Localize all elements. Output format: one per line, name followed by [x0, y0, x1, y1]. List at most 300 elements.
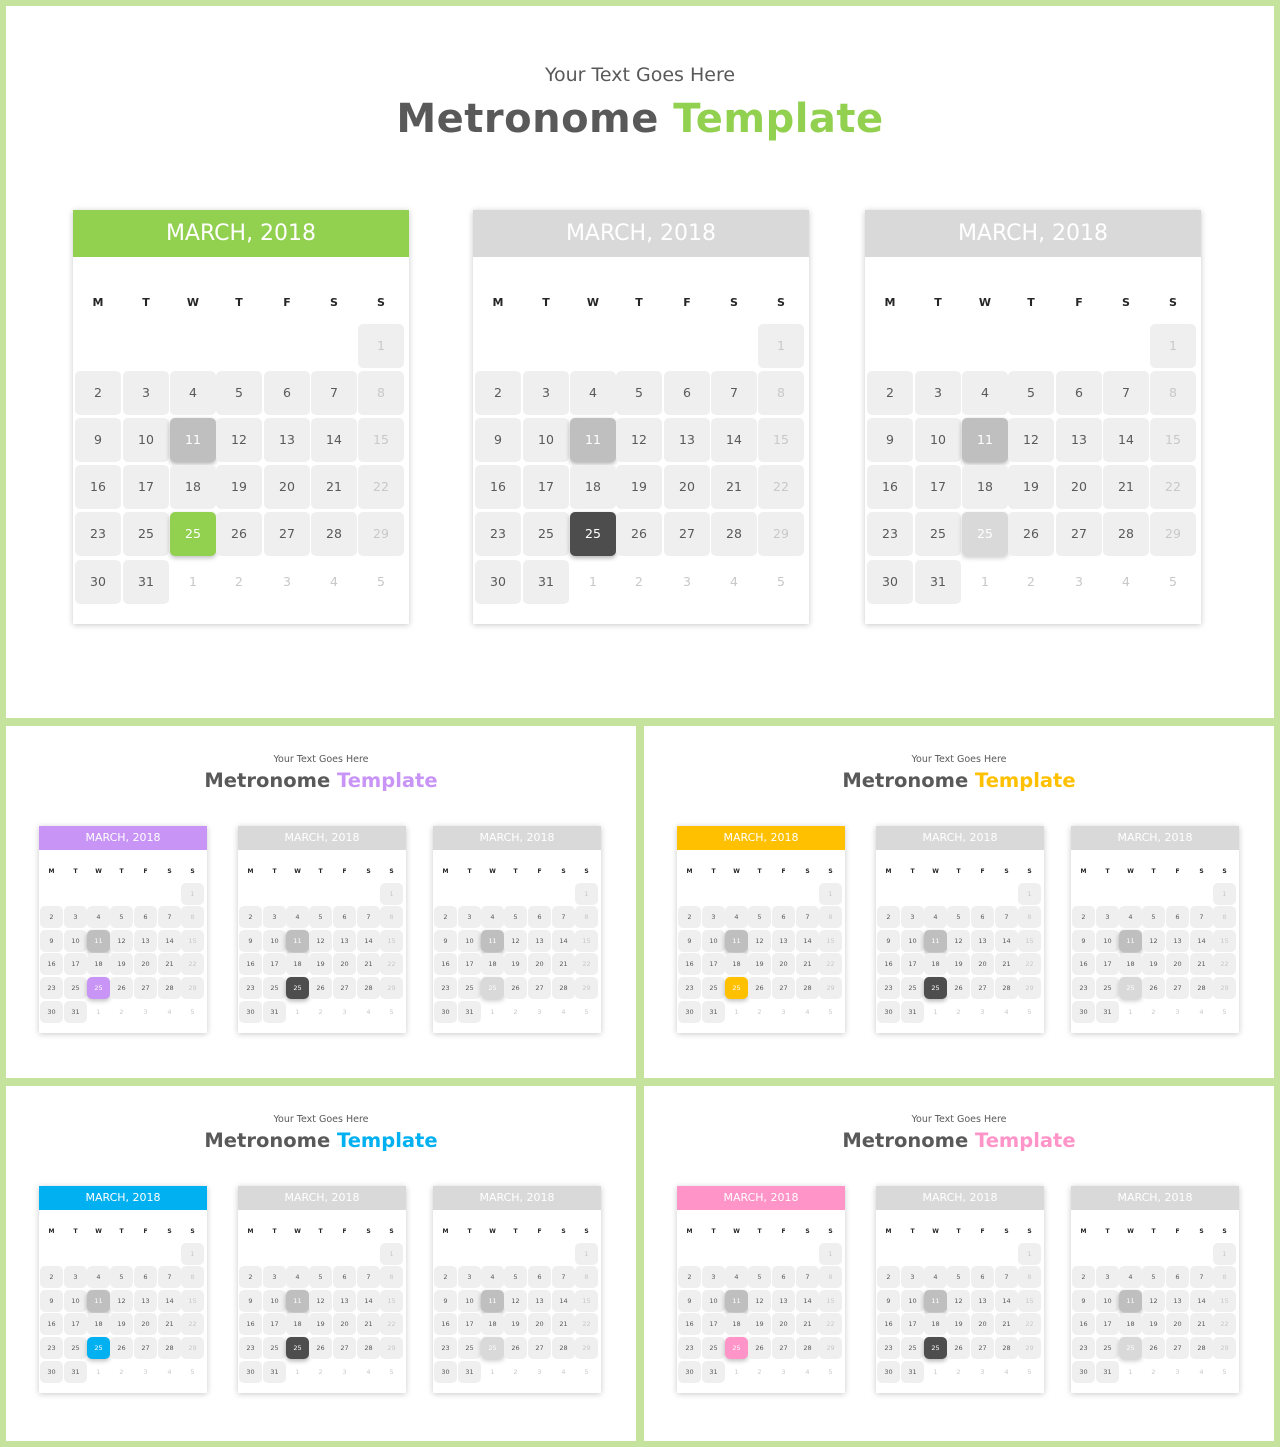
day-cell[interactable]: 21 — [552, 1313, 575, 1335]
day-cell[interactable]: 4 — [962, 371, 1008, 415]
day-cell[interactable]: 16 — [434, 1313, 457, 1335]
day-cell[interactable]: 29 — [575, 977, 598, 999]
day-cell[interactable]: 29 — [181, 977, 204, 999]
day-cell[interactable]: 22 — [575, 953, 598, 975]
day-cell[interactable]: 14 — [311, 418, 357, 462]
day-cell[interactable]: 4 — [924, 906, 947, 928]
day-cell[interactable]: 19 — [110, 1313, 133, 1335]
day-cell[interactable]: 1 — [933, 1008, 938, 1016]
day-cell[interactable]: 13 — [971, 1290, 994, 1312]
day-cell[interactable]: 17 — [702, 953, 725, 975]
day-cell[interactable]: 20 — [333, 1313, 356, 1335]
day-cell[interactable]: 15 — [380, 1290, 403, 1312]
day-cell[interactable]: 30 — [678, 1361, 701, 1383]
day-cell[interactable]: 1 — [295, 1008, 300, 1016]
day-cell[interactable]: 6 — [971, 1266, 994, 1288]
day-cell[interactable]: 5 — [1027, 1368, 1032, 1376]
day-cell[interactable]: 25 — [481, 1337, 504, 1359]
day-cell[interactable]: 18 — [170, 465, 216, 509]
day-cell[interactable]: 4 — [330, 574, 338, 589]
day-cell[interactable]: 17 — [1096, 953, 1119, 975]
day-cell[interactable]: 29 — [819, 977, 842, 999]
day-cell[interactable]: 18 — [87, 1313, 110, 1335]
day-cell[interactable]: 19 — [748, 953, 771, 975]
day-cell[interactable]: 5 — [110, 1266, 133, 1288]
day-cell[interactable]: 26 — [748, 1337, 771, 1359]
day-cell[interactable]: 12 — [1008, 418, 1054, 462]
day-cell[interactable]: 2 — [434, 1266, 457, 1288]
day-cell[interactable]: 2 — [1072, 906, 1095, 928]
day-cell[interactable]: 31 — [263, 1361, 286, 1383]
day-cell[interactable]: 5 — [947, 1266, 970, 1288]
day-cell[interactable]: 17 — [458, 1313, 481, 1335]
day-cell[interactable]: 2 — [119, 1368, 124, 1376]
day-cell[interactable]: 1 — [819, 1243, 842, 1265]
day-cell[interactable]: 31 — [901, 1361, 924, 1383]
day-cell[interactable]: 2 — [434, 906, 457, 928]
day-cell[interactable]: 4 — [286, 1266, 309, 1288]
day-cell[interactable]: 3 — [458, 1266, 481, 1288]
day-cell[interactable]: 11 — [481, 1290, 504, 1312]
day-cell[interactable]: 3 — [901, 1266, 924, 1288]
day-cell[interactable]: 6 — [264, 371, 310, 415]
day-cell[interactable]: 10 — [901, 930, 924, 952]
day-cell[interactable]: 23 — [475, 512, 521, 556]
day-cell[interactable]: 25 — [263, 977, 286, 999]
day-cell[interactable]: 11 — [286, 1290, 309, 1312]
day-cell[interactable]: 29 — [1213, 977, 1236, 999]
day-cell[interactable]: 25 — [64, 1337, 87, 1359]
day-cell[interactable]: 26 — [947, 977, 970, 999]
day-cell[interactable]: 9 — [1072, 930, 1095, 952]
day-cell[interactable]: 18 — [725, 1313, 748, 1335]
day-cell[interactable]: 3 — [702, 906, 725, 928]
day-cell[interactable]: 31 — [901, 1001, 924, 1023]
day-cell[interactable]: 31 — [64, 1001, 87, 1023]
day-cell[interactable]: 26 — [1008, 512, 1054, 556]
day-cell[interactable]: 5 — [947, 906, 970, 928]
day-cell[interactable]: 1 — [1213, 883, 1236, 905]
day-cell[interactable]: 25 — [87, 1337, 110, 1359]
day-cell[interactable]: 1 — [1128, 1368, 1133, 1376]
day-cell[interactable]: 15 — [358, 418, 404, 462]
day-cell[interactable]: 14 — [552, 930, 575, 952]
day-cell[interactable]: 25 — [170, 512, 216, 556]
day-cell[interactable]: 1 — [181, 1243, 204, 1265]
day-cell[interactable]: 4 — [1119, 906, 1142, 928]
day-cell[interactable]: 21 — [158, 1313, 181, 1335]
day-cell[interactable]: 11 — [286, 930, 309, 952]
day-cell[interactable]: 20 — [333, 953, 356, 975]
day-cell[interactable]: 27 — [264, 512, 310, 556]
day-cell[interactable]: 23 — [877, 1337, 900, 1359]
day-cell[interactable]: 28 — [1190, 977, 1213, 999]
day-cell[interactable]: 21 — [1190, 953, 1213, 975]
day-cell[interactable]: 2 — [475, 371, 521, 415]
day-cell[interactable]: 14 — [1190, 1290, 1213, 1312]
day-cell[interactable]: 6 — [664, 371, 710, 415]
day-cell[interactable]: 25 — [123, 512, 169, 556]
day-cell[interactable]: 5 — [389, 1368, 394, 1376]
day-cell[interactable]: 4 — [1119, 1266, 1142, 1288]
day-cell[interactable]: 4 — [805, 1368, 810, 1376]
day-cell[interactable]: 10 — [263, 1290, 286, 1312]
day-cell[interactable]: 23 — [1072, 1337, 1095, 1359]
day-cell[interactable]: 4 — [1199, 1368, 1204, 1376]
day-cell[interactable]: 1 — [758, 324, 804, 368]
day-cell[interactable]: 22 — [1213, 953, 1236, 975]
day-cell[interactable]: 21 — [158, 953, 181, 975]
day-cell[interactable]: 12 — [1142, 1290, 1165, 1312]
day-cell[interactable]: 3 — [980, 1368, 985, 1376]
day-cell[interactable]: 28 — [995, 977, 1018, 999]
day-cell[interactable]: 21 — [1190, 1313, 1213, 1335]
day-cell[interactable]: 5 — [190, 1008, 195, 1016]
day-cell[interactable]: 1 — [575, 883, 598, 905]
day-cell[interactable]: 9 — [434, 1290, 457, 1312]
day-cell[interactable]: 5 — [110, 906, 133, 928]
day-cell[interactable]: 29 — [1150, 512, 1196, 556]
day-cell[interactable]: 20 — [134, 1313, 157, 1335]
day-cell[interactable]: 2 — [757, 1368, 762, 1376]
day-cell[interactable]: 22 — [1018, 953, 1041, 975]
day-cell[interactable]: 12 — [309, 930, 332, 952]
day-cell[interactable]: 16 — [40, 953, 63, 975]
day-cell[interactable]: 9 — [434, 930, 457, 952]
day-cell[interactable]: 5 — [1169, 574, 1177, 589]
day-cell[interactable]: 15 — [575, 930, 598, 952]
day-cell[interactable]: 20 — [528, 953, 551, 975]
day-cell[interactable]: 18 — [1119, 1313, 1142, 1335]
day-cell[interactable]: 29 — [575, 1337, 598, 1359]
day-cell[interactable]: 25 — [702, 977, 725, 999]
day-cell[interactable]: 16 — [678, 953, 701, 975]
day-cell[interactable]: 5 — [1027, 1008, 1032, 1016]
day-cell[interactable]: 4 — [570, 371, 616, 415]
day-cell[interactable]: 5 — [389, 1008, 394, 1016]
day-cell[interactable]: 5 — [504, 1266, 527, 1288]
day-cell[interactable]: 29 — [181, 1337, 204, 1359]
day-cell[interactable]: 17 — [915, 465, 961, 509]
day-cell[interactable]: 22 — [758, 465, 804, 509]
day-cell[interactable]: 1 — [490, 1008, 495, 1016]
day-cell[interactable]: 7 — [311, 371, 357, 415]
day-cell[interactable]: 25 — [1119, 1337, 1142, 1359]
day-cell[interactable]: 28 — [552, 1337, 575, 1359]
day-cell[interactable]: 1 — [734, 1368, 739, 1376]
day-cell[interactable]: 13 — [264, 418, 310, 462]
day-cell[interactable]: 12 — [947, 930, 970, 952]
day-cell[interactable]: 7 — [711, 371, 757, 415]
day-cell[interactable]: 8 — [1213, 906, 1236, 928]
day-cell[interactable]: 2 — [513, 1368, 518, 1376]
day-cell[interactable]: 12 — [504, 930, 527, 952]
day-cell[interactable]: 9 — [678, 930, 701, 952]
day-cell[interactable]: 4 — [1122, 574, 1130, 589]
day-cell[interactable]: 23 — [678, 977, 701, 999]
day-cell[interactable]: 12 — [504, 1290, 527, 1312]
day-cell[interactable]: 19 — [110, 953, 133, 975]
day-cell[interactable]: 2 — [318, 1368, 323, 1376]
day-cell[interactable]: 1 — [490, 1368, 495, 1376]
day-cell[interactable]: 2 — [235, 574, 243, 589]
day-cell[interactable]: 25 — [286, 977, 309, 999]
day-cell[interactable]: 25 — [725, 977, 748, 999]
day-cell[interactable]: 12 — [616, 418, 662, 462]
day-cell[interactable]: 15 — [181, 1290, 204, 1312]
day-cell[interactable]: 27 — [971, 977, 994, 999]
day-cell[interactable]: 27 — [528, 977, 551, 999]
day-cell[interactable]: 6 — [333, 906, 356, 928]
day-cell[interactable]: 10 — [915, 418, 961, 462]
day-cell[interactable]: 17 — [64, 953, 87, 975]
day-cell[interactable]: 13 — [971, 930, 994, 952]
day-cell[interactable]: 28 — [1103, 512, 1149, 556]
day-cell[interactable]: 20 — [528, 1313, 551, 1335]
day-cell[interactable]: 11 — [481, 930, 504, 952]
day-cell[interactable]: 15 — [575, 1290, 598, 1312]
day-cell[interactable]: 3 — [1096, 1266, 1119, 1288]
day-cell[interactable]: 8 — [181, 906, 204, 928]
day-cell[interactable]: 3 — [143, 1008, 148, 1016]
day-cell[interactable]: 4 — [561, 1008, 566, 1016]
day-cell[interactable]: 2 — [1072, 1266, 1095, 1288]
day-cell[interactable]: 11 — [570, 418, 616, 462]
day-cell[interactable]: 16 — [1072, 1313, 1095, 1335]
day-cell[interactable]: 5 — [616, 371, 662, 415]
day-cell[interactable]: 8 — [575, 1266, 598, 1288]
day-cell[interactable]: 12 — [1142, 930, 1165, 952]
day-cell[interactable]: 16 — [434, 953, 457, 975]
day-cell[interactable]: 12 — [947, 1290, 970, 1312]
day-cell[interactable]: 3 — [1175, 1008, 1180, 1016]
day-cell[interactable]: 2 — [513, 1008, 518, 1016]
day-cell[interactable]: 15 — [181, 930, 204, 952]
day-cell[interactable]: 26 — [504, 977, 527, 999]
day-cell[interactable]: 10 — [702, 1290, 725, 1312]
day-cell[interactable]: 4 — [87, 906, 110, 928]
day-cell[interactable]: 28 — [995, 1337, 1018, 1359]
day-cell[interactable]: 25 — [570, 512, 616, 556]
day-cell[interactable]: 6 — [333, 1266, 356, 1288]
day-cell[interactable]: 4 — [167, 1008, 172, 1016]
day-cell[interactable]: 5 — [1008, 371, 1054, 415]
day-cell[interactable]: 4 — [924, 1266, 947, 1288]
day-cell[interactable]: 5 — [1222, 1368, 1227, 1376]
day-cell[interactable]: 21 — [311, 465, 357, 509]
day-cell[interactable]: 8 — [181, 1266, 204, 1288]
day-cell[interactable]: 3 — [537, 1368, 542, 1376]
day-cell[interactable]: 13 — [772, 930, 795, 952]
day-cell[interactable]: 21 — [552, 953, 575, 975]
day-cell[interactable]: 13 — [1056, 418, 1102, 462]
day-cell[interactable]: 2 — [678, 906, 701, 928]
day-cell[interactable]: 19 — [1142, 1313, 1165, 1335]
day-cell[interactable]: 3 — [781, 1368, 786, 1376]
day-cell[interactable]: 26 — [616, 512, 662, 556]
day-cell[interactable]: 25 — [458, 977, 481, 999]
day-cell[interactable]: 22 — [819, 953, 842, 975]
day-cell[interactable]: 31 — [702, 1001, 725, 1023]
day-cell[interactable]: 20 — [971, 1313, 994, 1335]
day-cell[interactable]: 19 — [309, 1313, 332, 1335]
day-cell[interactable]: 25 — [523, 512, 569, 556]
day-cell[interactable]: 15 — [819, 930, 842, 952]
day-cell[interactable]: 8 — [1018, 1266, 1041, 1288]
day-cell[interactable]: 10 — [1096, 1290, 1119, 1312]
day-cell[interactable]: 31 — [1096, 1361, 1119, 1383]
day-cell[interactable]: 10 — [64, 1290, 87, 1312]
day-cell[interactable]: 16 — [678, 1313, 701, 1335]
day-cell[interactable]: 3 — [342, 1008, 347, 1016]
day-cell[interactable]: 11 — [725, 930, 748, 952]
day-cell[interactable]: 10 — [458, 930, 481, 952]
day-cell[interactable]: 27 — [772, 977, 795, 999]
day-cell[interactable]: 31 — [64, 1361, 87, 1383]
day-cell[interactable]: 22 — [1213, 1313, 1236, 1335]
day-cell[interactable]: 13 — [1166, 1290, 1189, 1312]
day-cell[interactable]: 19 — [216, 465, 262, 509]
day-cell[interactable]: 11 — [725, 1290, 748, 1312]
day-cell[interactable]: 18 — [481, 953, 504, 975]
day-cell[interactable]: 31 — [123, 560, 169, 604]
day-cell[interactable]: 28 — [1190, 1337, 1213, 1359]
day-cell[interactable]: 18 — [286, 1313, 309, 1335]
day-cell[interactable]: 19 — [504, 1313, 527, 1335]
day-cell[interactable]: 5 — [748, 906, 771, 928]
day-cell[interactable]: 4 — [366, 1368, 371, 1376]
day-cell[interactable]: 18 — [725, 953, 748, 975]
day-cell[interactable]: 21 — [796, 1313, 819, 1335]
day-cell[interactable]: 2 — [75, 371, 121, 415]
day-cell[interactable]: 21 — [995, 953, 1018, 975]
day-cell[interactable]: 16 — [1072, 953, 1095, 975]
day-cell[interactable]: 17 — [523, 465, 569, 509]
day-cell[interactable]: 13 — [333, 1290, 356, 1312]
day-cell[interactable]: 16 — [239, 1313, 262, 1335]
day-cell[interactable]: 28 — [357, 1337, 380, 1359]
day-cell[interactable]: 13 — [772, 1290, 795, 1312]
day-cell[interactable]: 3 — [342, 1368, 347, 1376]
day-cell[interactable]: 6 — [134, 1266, 157, 1288]
day-cell[interactable]: 26 — [216, 512, 262, 556]
day-cell[interactable]: 16 — [239, 953, 262, 975]
day-cell[interactable]: 5 — [309, 906, 332, 928]
day-cell[interactable]: 27 — [528, 1337, 551, 1359]
day-cell[interactable]: 3 — [283, 574, 291, 589]
day-cell[interactable]: 29 — [758, 512, 804, 556]
day-cell[interactable]: 12 — [309, 1290, 332, 1312]
day-cell[interactable]: 2 — [119, 1008, 124, 1016]
day-cell[interactable]: 2 — [40, 906, 63, 928]
day-cell[interactable]: 2 — [877, 906, 900, 928]
day-cell[interactable]: 15 — [380, 930, 403, 952]
day-cell[interactable]: 26 — [309, 977, 332, 999]
day-cell[interactable]: 9 — [877, 930, 900, 952]
day-cell[interactable]: 26 — [504, 1337, 527, 1359]
day-cell[interactable]: 19 — [309, 953, 332, 975]
day-cell[interactable]: 2 — [956, 1368, 961, 1376]
day-cell[interactable]: 7 — [357, 906, 380, 928]
day-cell[interactable]: 18 — [286, 953, 309, 975]
day-cell[interactable]: 2 — [1151, 1008, 1156, 1016]
day-cell[interactable]: 2 — [239, 1266, 262, 1288]
day-cell[interactable]: 2 — [1027, 574, 1035, 589]
day-cell[interactable]: 26 — [110, 977, 133, 999]
day-cell[interactable]: 2 — [867, 371, 913, 415]
day-cell[interactable]: 1 — [933, 1368, 938, 1376]
day-cell[interactable]: 9 — [75, 418, 121, 462]
day-cell[interactable]: 10 — [523, 418, 569, 462]
day-cell[interactable]: 4 — [1199, 1008, 1204, 1016]
day-cell[interactable]: 5 — [828, 1368, 833, 1376]
day-cell[interactable]: 23 — [239, 1337, 262, 1359]
day-cell[interactable]: 16 — [40, 1313, 63, 1335]
day-cell[interactable]: 30 — [239, 1361, 262, 1383]
day-cell[interactable]: 1 — [1128, 1008, 1133, 1016]
day-cell[interactable]: 13 — [1166, 930, 1189, 952]
day-cell[interactable]: 30 — [475, 560, 521, 604]
day-cell[interactable]: 22 — [1018, 1313, 1041, 1335]
day-cell[interactable]: 26 — [947, 1337, 970, 1359]
day-cell[interactable]: 31 — [702, 1361, 725, 1383]
day-cell[interactable]: 7 — [995, 906, 1018, 928]
day-cell[interactable]: 1 — [1213, 1243, 1236, 1265]
day-cell[interactable]: 25 — [1096, 977, 1119, 999]
day-cell[interactable]: 30 — [239, 1001, 262, 1023]
day-cell[interactable]: 6 — [1166, 1266, 1189, 1288]
day-cell[interactable]: 28 — [158, 1337, 181, 1359]
day-cell[interactable]: 30 — [434, 1361, 457, 1383]
day-cell[interactable]: 25 — [458, 1337, 481, 1359]
day-cell[interactable]: 3 — [64, 1266, 87, 1288]
day-cell[interactable]: 30 — [1072, 1001, 1095, 1023]
day-cell[interactable]: 15 — [1150, 418, 1196, 462]
day-cell[interactable]: 4 — [170, 371, 216, 415]
day-cell[interactable]: 4 — [1004, 1008, 1009, 1016]
day-cell[interactable]: 3 — [123, 371, 169, 415]
day-cell[interactable]: 27 — [333, 1337, 356, 1359]
day-cell[interactable]: 3 — [901, 906, 924, 928]
day-cell[interactable]: 15 — [1213, 930, 1236, 952]
day-cell[interactable]: 8 — [380, 1266, 403, 1288]
day-cell[interactable]: 25 — [1096, 1337, 1119, 1359]
day-cell[interactable]: 17 — [901, 1313, 924, 1335]
day-cell[interactable]: 6 — [1166, 906, 1189, 928]
day-cell[interactable]: 11 — [1119, 1290, 1142, 1312]
day-cell[interactable]: 23 — [434, 1337, 457, 1359]
day-cell[interactable]: 19 — [1142, 953, 1165, 975]
day-cell[interactable]: 31 — [458, 1361, 481, 1383]
day-cell[interactable]: 3 — [1175, 1368, 1180, 1376]
day-cell[interactable]: 7 — [552, 1266, 575, 1288]
day-cell[interactable]: 7 — [158, 1266, 181, 1288]
day-cell[interactable]: 10 — [263, 930, 286, 952]
day-cell[interactable]: 13 — [664, 418, 710, 462]
day-cell[interactable]: 29 — [380, 1337, 403, 1359]
day-cell[interactable]: 5 — [309, 1266, 332, 1288]
day-cell[interactable]: 3 — [980, 1008, 985, 1016]
day-cell[interactable]: 7 — [796, 906, 819, 928]
day-cell[interactable]: 13 — [134, 930, 157, 952]
day-cell[interactable]: 18 — [481, 1313, 504, 1335]
day-cell[interactable]: 31 — [1096, 1001, 1119, 1023]
day-cell[interactable]: 12 — [110, 930, 133, 952]
day-cell[interactable]: 27 — [134, 977, 157, 999]
day-cell[interactable]: 5 — [828, 1008, 833, 1016]
day-cell[interactable]: 12 — [748, 930, 771, 952]
day-cell[interactable]: 25 — [901, 1337, 924, 1359]
